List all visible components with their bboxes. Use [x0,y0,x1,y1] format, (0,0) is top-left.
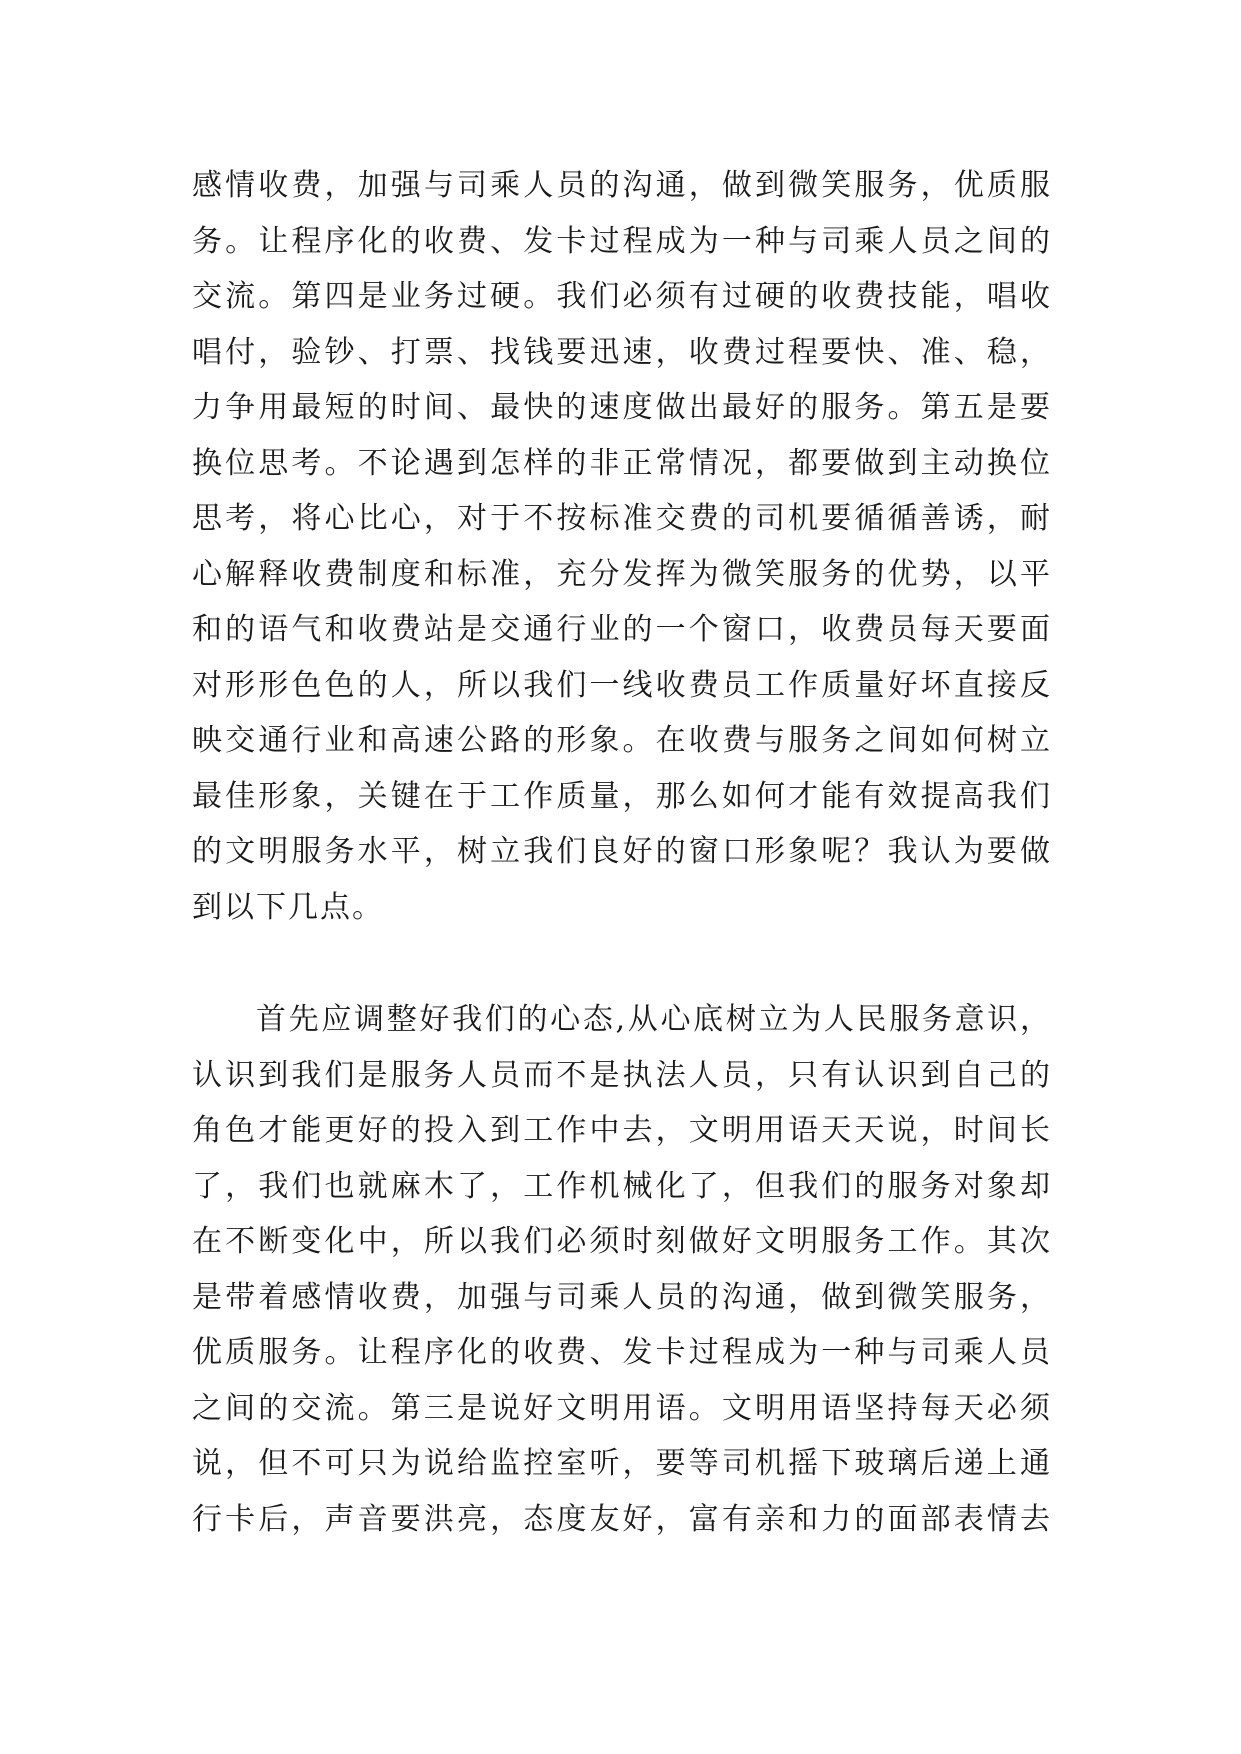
text-line: 对形形色色的人，所以我们一线收费员工作质量好坏直接反 [192,667,1052,703]
text-line: 映交通行业和高速公路的形象。在收费与服务之间如何树立 [192,723,1052,758]
text-line: 在不断变化中，所以我们必须时刻做好文明服务工作。其次 [192,1224,1052,1259]
text-line: 角色才能更好的投入到工作中去，文明用语天天说，时间长 [192,1113,1052,1148]
text-line: 唱付，验钞、打票、找钱要迅速，收费过程要快、准、稳， [192,334,1052,370]
text-line: 思考，将心比心，对于不按标准交费的司机要循循善诱，耐 [192,501,1052,536]
paragraph-1 [192,158,1052,935]
text-line: 到以下几点。 [192,889,384,925]
text-line: 心解释收费制度和标准，充分发挥为微笑服务的优势，以平 [192,556,1052,592]
text-line: 认识到我们是服务人员而不是执法人员，只有认识到自己的 [192,1057,1052,1093]
text-line: 说，但不可只为说给监控室听，要等司机摇下玻璃后递上通 [192,1446,1052,1481]
text-line: 和的语气和收费站是交通行业的一个窗口，收费员每天要面 [192,612,1052,647]
text-line: 首先应调整好我们的心态,从心底树立为人民服务意识， [256,1002,1052,1037]
text-line: 交流。第四是业务过硬。我们必须有过硬的收费技能，唱收 [192,279,1052,314]
text-line: 力争用最短的时间、最快的速度做出最好的服务。第五是要 [192,390,1052,425]
text-line: 务。让程序化的收费、发卡过程成为一种与司乘人员之间的 [192,223,1052,259]
text-line: 了，我们也就麻木了，工作机械化了，但我们的服务对象却 [192,1168,1052,1204]
text-line: 行卡后，声音要洪亮，态度友好，富有亲和力的面部表情去 [192,1501,1052,1537]
text-line: 感情收费，加强与司乘人员的沟通，做到微笑服务，优质服 [192,168,1052,203]
text-line: 的文明服务水平，树立我们良好的窗口形象呢？我认为要做 [192,834,1052,869]
text-line: 换位思考。不论遇到怎样的非正常情况，都要做到主动换位 [192,445,1052,481]
paragraph-2 [192,992,1052,1547]
text-line: 是带着感情收费，加强与司乘人员的沟通，做到微笑服务， [192,1279,1052,1315]
text-line: 之间的交流。第三是说好文明用语。文明用语坚持每天必须 [192,1390,1052,1426]
text-line: 优质服务。让程序化的收费、发卡过程成为一种与司乘人员 [192,1335,1052,1370]
text-line: 最佳形象，关键在于工作质量，那么如何才能有效提高我们 [192,778,1052,814]
